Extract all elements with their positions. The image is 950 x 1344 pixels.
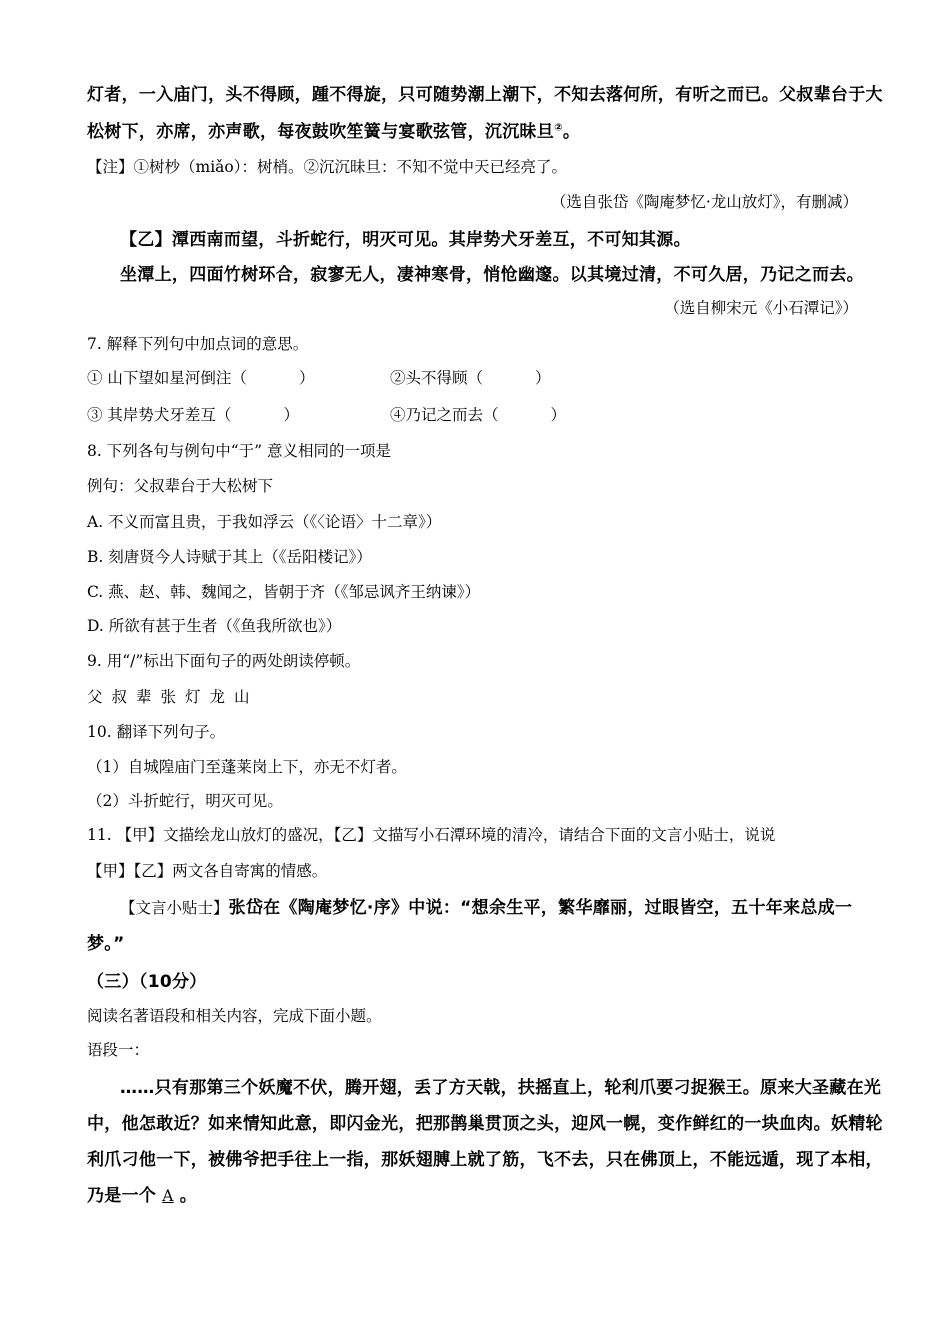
passage-1-line-3: 利爪刁他一下，被佛爷把手往上一指，那妖翅膊上就了筋，飞不去，只在佛顶上，不能远遁，现了本相， (87, 1150, 883, 1170)
classical-tip-text-2: 梦。” (87, 934, 125, 954)
q7-item-1-text: ① 山下望如星河倒注（ (87, 369, 247, 387)
question-7-stem: 7. 解释下列句中加点词的意思。 (87, 335, 309, 353)
q7-item-2-close: ） (535, 369, 551, 387)
question-7-item-2 (390, 366, 551, 388)
passage-1-line-4-suffix: 。 (179, 1186, 198, 1206)
question-11-line-2: 【甲】【乙】两文各自寄寓的情感。 (87, 862, 328, 880)
jia-text-line-2-body: 松树下，亦席，亦声歌，每夜鼓吹笙簧与宴歌弦管，沉沉昧旦 (87, 122, 555, 142)
section-3-title: （三）（10分） (87, 972, 207, 992)
question-8-option-c: C. 燕、赵、韩、魏闻之，皆朝于齐（《邹忌讽齐王纳谏》） (87, 583, 481, 601)
question-7-item-1 (87, 366, 314, 388)
passage-1-line-4-prefix: 乃是一个 (87, 1186, 157, 1206)
question-8-stem: 8. 下列各句与例句中“于” 意义相同的一项是 (87, 442, 391, 460)
source-jia: （选自张岱《陶庵梦忆·龙山放灯》，有删减） (550, 193, 858, 211)
q7-item-4-text: ④乃记之而去（ (390, 406, 499, 424)
question-7-item-4 (390, 403, 566, 425)
answer-blank-a: A (162, 1187, 174, 1205)
q7-item-4-close: ） (550, 406, 567, 424)
q7-item-1-close: ） (298, 369, 315, 387)
question-8-option-d: D. 所欲有甚于生者（《鱼我所欲也》） (87, 617, 342, 635)
passage-1-line-4 (87, 1181, 197, 1206)
yi-text-line-2: 坐潭上，四面竹树环合，寂寥无人，凄神寒骨，悄怆幽邃。以其境过清，不可久居，乃记之而去。 (120, 265, 864, 285)
jia-text-line-1: 灯者，一入庙门，头不得顾，踵不得旋，只可随势潮上潮下，不知去落何所，有听之而已。父叔辈台于大 (87, 85, 883, 105)
question-11-line-1: 11. 【甲】文描绘龙山放灯的盛况，【乙】文描写小石潭环境的清冷，请结合下面的文言小贴士，说说 (87, 826, 776, 844)
question-10-stem: 10. 翻译下列句子。 (87, 723, 226, 741)
jia-text-line-2 (87, 117, 580, 142)
classical-tip-label: 【文言小贴士】 (120, 899, 229, 917)
jia-text-line-2-end: 。 (562, 122, 581, 142)
question-8-option-b: B. 刻唐贤今人诗赋于其上（《岳阳楼记》） (87, 548, 372, 566)
q7-item-2-text: ②头不得顾（ (390, 369, 484, 387)
annotation-note: 【注】①树杪（miǎo）：树梢。②沉沉昧旦：不知不觉中天已经亮了。 (87, 158, 567, 176)
q7-item-3-close: ） (283, 406, 299, 424)
footnote-marker: ② (554, 122, 563, 134)
classical-tip-text: 张岱在《陶庵梦忆·序》中说：“想余生平，繁华靡丽，过眼皆空，五十年来总成一 (228, 898, 853, 918)
classical-tip (120, 893, 852, 918)
section-3-intro: 阅读名著语段和相关内容，完成下面小题。 (87, 1007, 382, 1025)
question-10-item-1: （1）自城隍庙门至蓬莱岗上下，亦无不灯者。 (87, 758, 407, 776)
q7-item-3-text: ③ 其岸势犬牙差互（ (87, 406, 232, 424)
question-7-item-3 (87, 403, 299, 425)
question-9-sentence: 父叔辈张灯龙山 (87, 688, 259, 706)
passage-1-line-1: ……只有那第三个妖魔不伏，腾开翅，丢了方天戟，扶摇直上，轮利爪要刁捉猴王。原来大圣藏在光 (120, 1078, 882, 1098)
yi-text-line-1: 【乙】潭西南而望，斗折蛇行，明灭可见。其岸势犬牙差互，不可知其源。 (120, 230, 691, 250)
source-yi: （选自柳宋元《小石潭记》） (664, 299, 858, 317)
question-10-item-2: （2）斗折蛇行，明灭可见。 (87, 792, 283, 810)
passage-1-label: 语段一： (87, 1041, 150, 1059)
passage-1-line-2: 中，他怎敢近？如来情知此意，即闪金光，把那鹊巢贯顶之头，迎风一幌，变作鲜红的一块血肉。妖精轮 (87, 1114, 883, 1134)
question-9-stem: 9. 用“/”标出下面句子的两处朗读停顿。 (87, 652, 361, 670)
question-8-example: 例句：父叔辈台于大松树下 (87, 477, 274, 495)
question-8-option-a: A. 不义而富且贵，于我如浮云（《〈论语〉十二章》） (87, 513, 442, 531)
